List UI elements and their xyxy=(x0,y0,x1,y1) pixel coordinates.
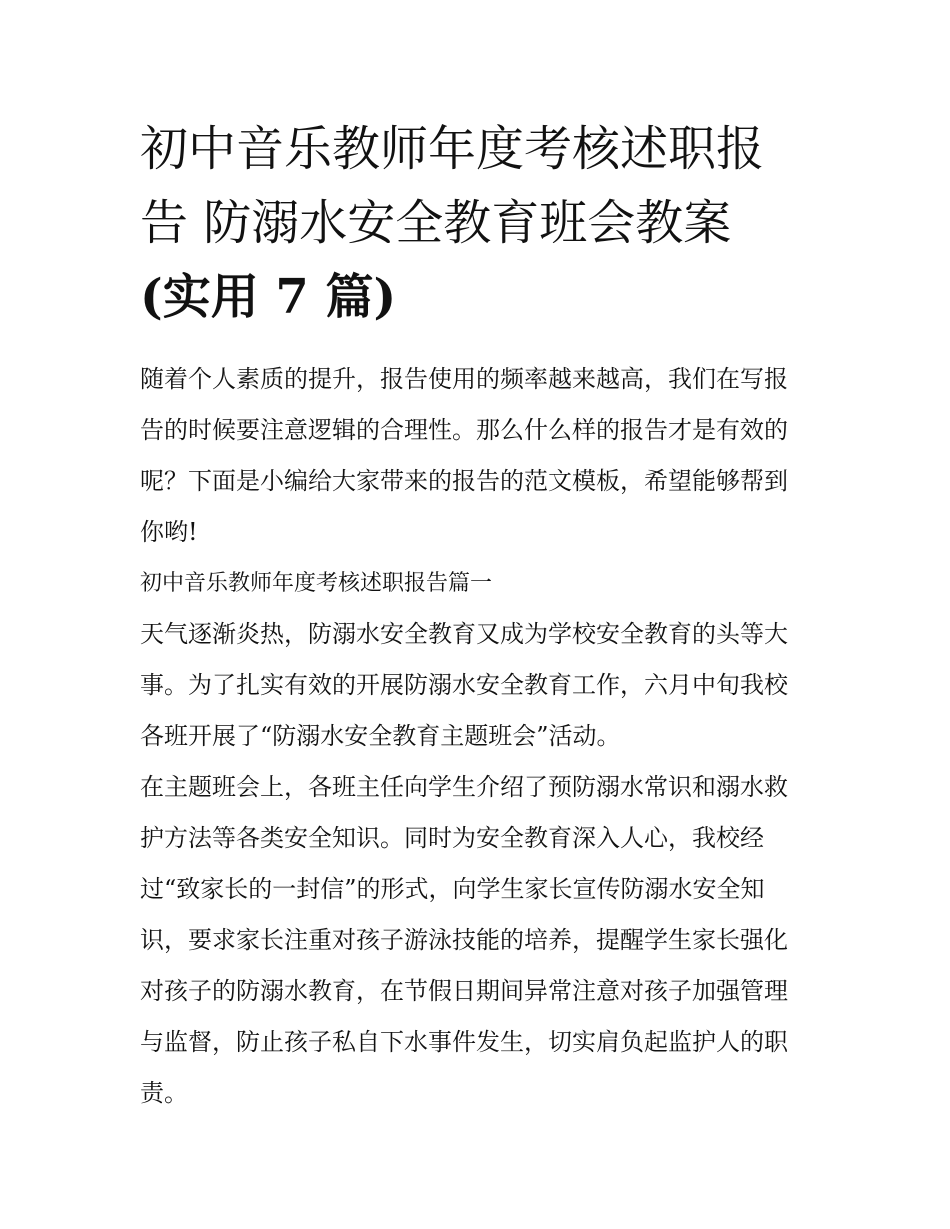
paragraph-2-line-7: 责。 xyxy=(140,1079,188,1107)
title-line-3: (实用 7 篇) xyxy=(140,269,397,325)
intro-paragraph xyxy=(140,354,812,558)
document-content xyxy=(140,112,812,1119)
paragraph-2-line-2: 护方法等各类安全知识。同时为安全教育深入人心，我校经 xyxy=(140,824,764,852)
paragraph-1-line-2: 事。为了扎实有效的开展防溺水安全教育工作，六月中旬我校 xyxy=(140,671,788,699)
intro-line-2: 告的时候要注意逻辑的合理性。那么什么样的报告才是有效的 xyxy=(140,416,788,444)
paragraph-2-line-5: 对孩子的防溺水教育，在节假日期间异常注意对孩子加强管理 xyxy=(140,977,788,1005)
paragraph-2 xyxy=(140,762,812,1119)
paragraph-2-line-3: 过“致家长的一封信”的形式，向学生家长宣传防溺水安全知 xyxy=(140,875,765,903)
paragraph-1 xyxy=(140,609,812,762)
paragraph-2-line-6: 与监督，防止孩子私自下水事件发生，切实肩负起监护人的职 xyxy=(140,1028,788,1056)
intro-line-3: 呢？下面是小编给大家带来的报告的范文模板，希望能够帮到 xyxy=(140,467,788,495)
paragraph-1-line-1: 天气逐渐炎热，防溺水安全教育又成为学校安全教育的头等大 xyxy=(140,620,788,648)
intro-line-4: 你哟! xyxy=(140,518,198,546)
paragraph-2-line-4: 识，要求家长注重对孩子游泳技能的培养，提醒学生家长强化 xyxy=(140,926,788,954)
document-title xyxy=(140,112,812,334)
title-line-1: 初中音乐教师年度考核述职报 xyxy=(140,121,765,177)
paragraph-2-line-1: 在主题班会上，各班主任向学生介绍了预防溺水常识和溺水救 xyxy=(140,773,788,801)
paragraph-1-line-3: 各班开展了“防溺水安全教育主题班会”活动。 xyxy=(140,722,621,750)
section-heading: 初中音乐教师年度考核述职报告篇一 xyxy=(140,571,493,596)
intro-line-1: 随着个人素质的提升，报告使用的频率越来越高，我们在写报 xyxy=(140,365,788,393)
title-line-2: 告 防溺水安全教育班会教案 xyxy=(140,195,732,251)
